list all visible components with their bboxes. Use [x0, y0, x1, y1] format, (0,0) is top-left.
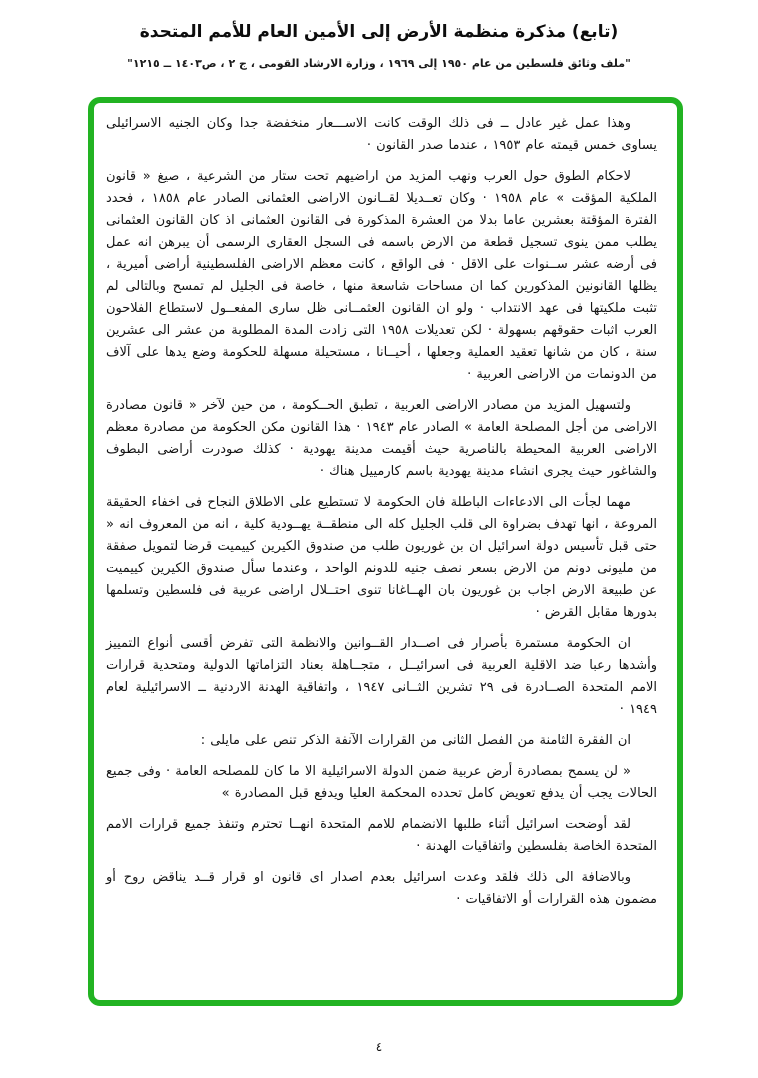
- paragraph-9: وبالاضافة الى ذلك فلقد وعدت اسرائيل بعدم اصدار اى قانون او قرار قــد يناقض روح أو مضمون هذه القرارات أو الاتفاقيات ·: [106, 870, 657, 907]
- document-body-frame: [88, 97, 683, 1006]
- paragraph-4: مهما لجأت الى الادعاءات الباطلة فان الحكومة لا تستطيع على الاطلاق النجاح فى اخفاء الحقيقة المروعة ، انها تهدف بضراوة الى قلب الجليل كله الى منطقــة يهــودية كلية ، انه من المعروف انه « حتى قبل تأسيس دولة اسرائيل ان بن غوريون طلب من صندوق الكيرين كييميت قرضا لتمويل صفقة من مليونى دونم من الارض بسعر نصف جنيه للدونم الواحد ، وعندما سأل صندوق الكيرين كييميت عن طبيعة الارض اجاب بن غوريون بان الهــاغانا تنوى احتــلال اراضى عربية فى فلسطين وتسلمها بدورها مقابل القرض ·: [106, 495, 657, 620]
- source-citation: "ملف وثائق فلسطين من عام ١٩٥٠ إلى ١٩٦٩ ، وزارة الارشاد القومى ، ج ٢ ، ص١٤٠٣ ــ ١٢١٥": [127, 57, 631, 70]
- paragraph-8: لقد أوضحت اسرائيل أثناء طلبها الانضمام للامم المتحدة انهــا تحترم وتنفذ جميع قرارات الامم المتحدة الخاصة بفلسطين واتفاقيات الهدنة ·: [106, 817, 657, 854]
- document-title: (تابع) مذكرة منظمة الأرض إلى الأمين العام للأمم المتحدة: [139, 22, 619, 42]
- document-body-text: [106, 113, 657, 920]
- paragraph-7-quote: « لن يسمح بمصادرة أرض عربية ضمن الدولة الاسرائيلية الا ما كان للمصلحه العامة · وفى جميع الحالات يجب أن يدفع تعويض كامل تحدده المحكمة العليا ويدفع قبل المصادرة »: [106, 764, 657, 801]
- paragraph-2: لاحكام الطوق حول العرب ونهب المزيد من اراضيهم تحت ستار من الشرعية ، صيغ « قانون الملكية المؤقت » عام ١٩٥٨ · وكان تعــديلا لقــانون الاراضى العثمانى الصادر عام ١٨٥٨ ، فحدد الفترة المؤقتة بعشرين عاما بدلا من العشرة المذكورة فى القانون العثمانى اذ كان القانون العثمانى يطلب ممن ينوى تسجيل قطعة من الارض باسمه فى السجل العقارى الرسمى أن يبرهن انه عمل فى أرضه عشر ســنوات على الاقل · فى الواقع ، كانت معظم الاراضى الفلسطينية أراضى أميرية ، يظلها القانونين المذكورين كما ان مساحات شاسعة منها ، خاصة فى الجليل لم تمسح وبالتالى لم تثبت ملكيتها فى عهد الانتداب · ولو ان القانون العثمــانى ظل سارى المفعــول لاستطاع الفلاحون العرب اثبات حقوقهم بسهولة · لكن تعديلات ١٩٥٨ التى زادت المدة المطلوبة من عشر الى عشرين سنة ، كان من شانها تعقيد العملية وجعلها ، أحيــانا ، مستحيلة مسهلة للحكومة وضع يدها على آلاف من الدونمات من الاراضى العربية ·: [106, 169, 657, 382]
- page-number: ٤: [375, 1040, 383, 1054]
- paragraph-5: ان الحكومة مستمرة بأصرار فى اصــدار القــوانين والانظمة التى تفرض أقسى أنواع التمييز وأشدها رعبا ضد الاقلية العربية فى اسرائيــل ، متجــاهلة بعناد التزاماتها الدولية ومتحدية قرارات الامم المتحدة الصــادرة فى ٢٩ تشرين الثــانى ١٩٤٧ ، واتفاقية الهدنة الاردنية ــ الاسرائيلية لعام ١٩٤٩ ·: [106, 636, 658, 717]
- paragraph-6: ان الفقرة الثامنة من الفصل الثانى من القرارات الآنفة الذكر تنص على مايلى :: [200, 733, 631, 748]
- paragraph-3: ولتسهيل المزيد من مصادر الاراضى العربية ، تطبق الحــكومة ، من حين لآخر « قانون مصادرة الاراضى من أجل المصلحة العامة » الصادر عام ١٩٤٣ · هذا القانون مكن الحكومة من مصادرة معظم الاراضى العربية المحيطة بالناصرية حيث أقيمت مدينة يهودية · كذلك صودرت أراضى البطوف والشاغور حيث يجرى انشاء مدينة يهودية باسم كارمييل هناك ·: [106, 398, 658, 479]
- paragraph-1: وهذا عمل غير عادل ــ فى ذلك الوقت كانت الاســـعار منخفضة جدا وكان الجنيه الاسرائيلى يساوى خمس قيمته عام ١٩٥٣ ، عندما صدر القانون ·: [106, 116, 657, 153]
